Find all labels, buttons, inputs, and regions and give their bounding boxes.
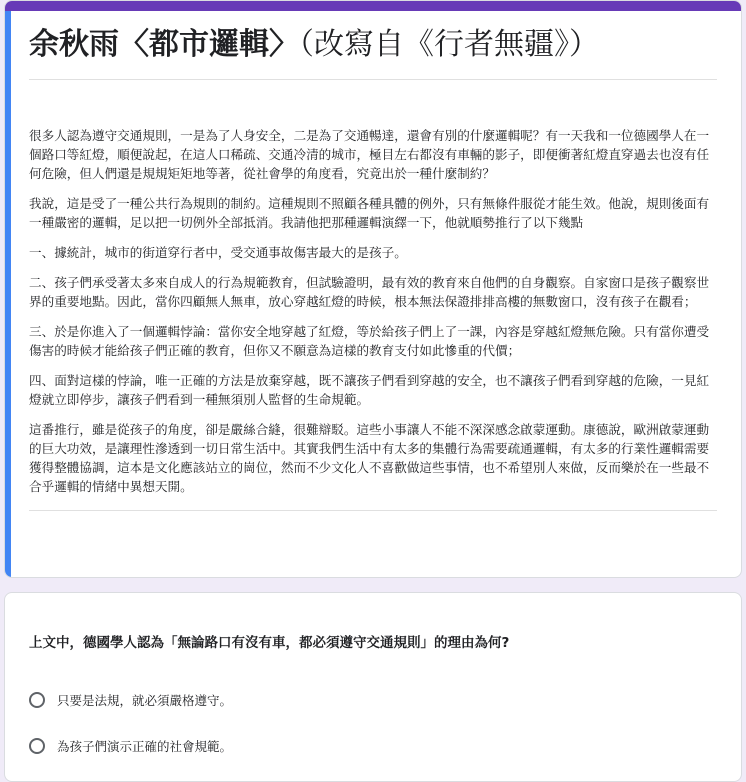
form-title-main: 余秋雨〈都市邏輯〉 <box>29 27 299 62</box>
description-paragraph: 很多人認為遵守交通規則，一是為了人身安全，二是為了交通暢達，還會有別的什麼邏輯呢？有一天我和一位德國學人在一個路口等紅燈，順便說起，在這人口稀疏、交通冷清的城市，極目左右都沒有車輛的影子，即便衝著紅燈直穿過去也沒有任何危險，但人們還是規規矩矩地等著，從社會學的角度看，究竟出於一種什麼制約？ <box>29 128 710 181</box>
radio-button-icon[interactable] <box>29 738 45 754</box>
form-header-content <box>29 25 717 511</box>
description-paragraph: 三、於是你進入了一個邏輯悖論：當你安全地穿越了紅燈，等於給孩子們上了一課，內容是穿越紅燈無危險。只有當你遭受傷害的時候才能給孩子們正確的教育，但你又不願意為這樣的教育支付如此慘重的代價； <box>29 324 710 358</box>
answer-option[interactable] <box>29 735 232 757</box>
answer-option[interactable] <box>29 689 232 711</box>
description-paragraph: 這番推行，雖是從孩子的角度，卻是嚴絲合縫，很難辯駁。這些小事讓人不能不深深感念啟蒙運動。康德說，歐洲啟蒙運動的巨大功效，是讓理性滲透到一切日常生活中。其實我們生活中有太多的集體行為需要疏通邏輯，有太多的行業性邏輯需要獲得整體協調，這本是文化應該站立的崗位，然而不少文化人不喜歡做這些事情，也不希望別人來做，反而樂於在一些最不合乎邏輯的情緒中異想天開。 <box>29 422 710 494</box>
radio-button-icon[interactable] <box>29 692 45 708</box>
answer-option-label: 只要是法規，就必須嚴格遵守。 <box>57 693 233 708</box>
question-card <box>4 592 742 782</box>
active-section-indicator <box>5 11 11 577</box>
form-description <box>29 126 717 496</box>
answer-option-label: 為孩子們演示正確的社會規範。 <box>57 739 233 754</box>
question-title: 上文中，德國學人認為「無論路口有沒有車，都必須遵守交通規則」的理由為何? <box>29 635 510 651</box>
form-title <box>29 25 717 80</box>
description-paragraph: 一、據統計，城市的街道穿行者中，受交通事故傷害最大的是孩子。 <box>29 245 407 260</box>
divider <box>29 510 717 511</box>
description-paragraph: 我說，這是受了一種公共行為規則的制約。這種規則不照顧各種具體的例外，只有無條件服從才能生效。他說，規則後面有一種嚴密的邏輯，足以把一切例外全部抵消。我請他把那種邏輯演繹一下，他就順勢推行了以下幾點 <box>29 196 710 230</box>
theme-color-bar <box>5 1 741 11</box>
description-paragraph: 二、孩子們承受著太多來自成人的行為規範教育，但試驗證明，最有效的教育來自他們的自身觀察。自家窗口是孩子觀察世界的重要地點。因此，當你四顧無人無車，放心穿越紅燈的時候，根本無法保證排排高樓的無數窗口，沒有孩子在觀看； <box>29 275 710 309</box>
form-title-subtitle: （改寫自《行者無疆》） <box>299 27 599 62</box>
form-header-card <box>4 0 742 578</box>
description-paragraph: 四、面對這樣的悖論，唯一正確的方法是放棄穿越，既不讓孩子們看到穿越的安全，也不讓孩子們看到穿越的危險，一見紅燈就立即停步，讓孩子們看到一種無須別人監督的生命規範。 <box>29 373 710 407</box>
